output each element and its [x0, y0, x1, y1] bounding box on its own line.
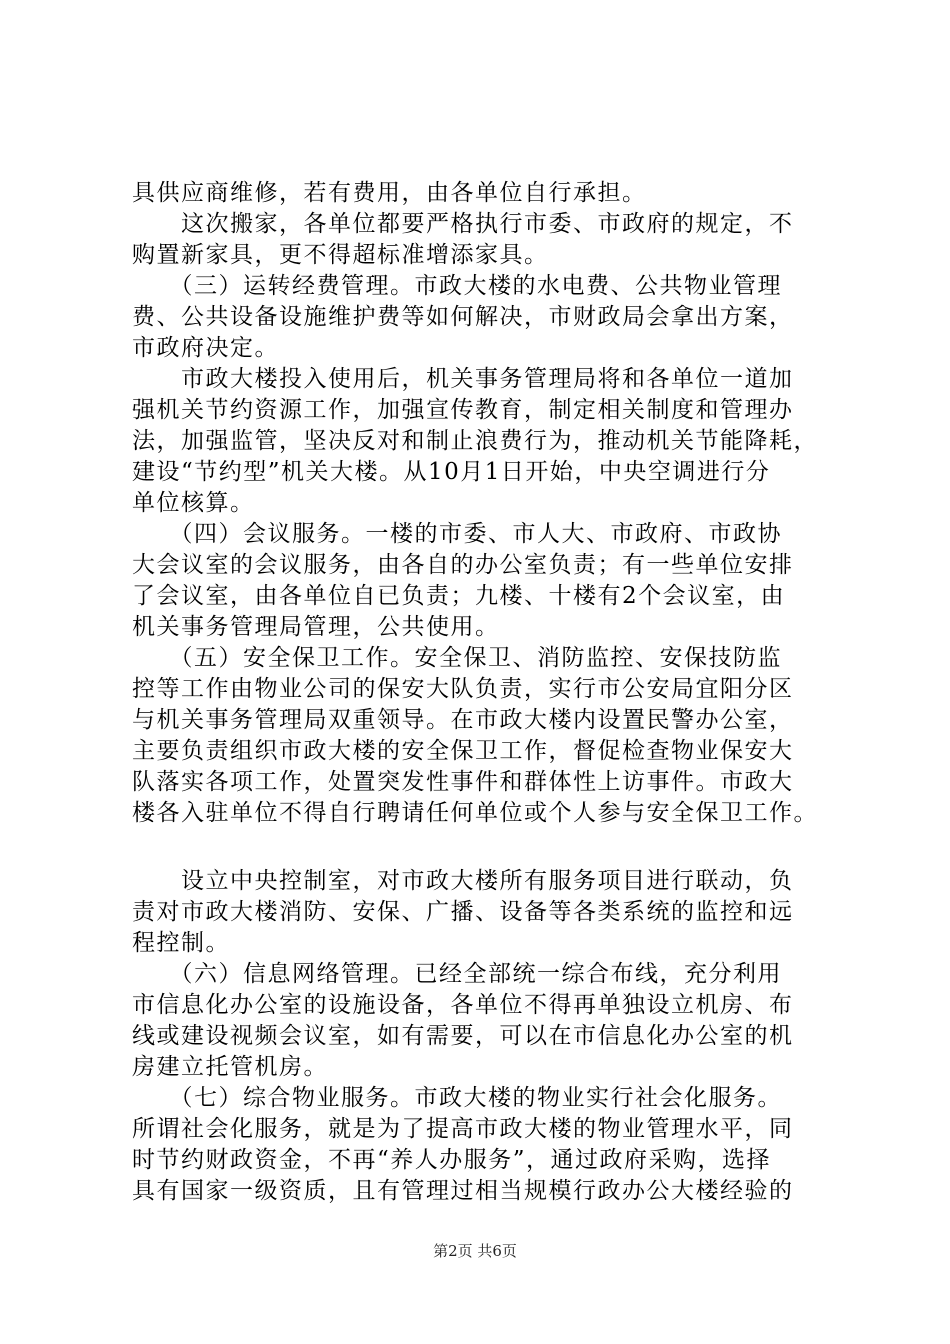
text-block-main: [132, 178, 832, 829]
text-line: 与机关事务管理局双重领导。在市政大楼内设置民警办公室，: [132, 707, 794, 733]
page-footer: 第2页 共6页: [433, 1242, 517, 1260]
text-line: 强机关节约资源工作，加强宣传教育，制定相关制度和管理办: [132, 397, 794, 423]
text-line: 单位核算。: [132, 490, 255, 516]
text-line: 购置新家具，更不得超标准增添家具。: [132, 242, 549, 268]
text-line: 市政府决定。: [132, 335, 279, 361]
text-line: 控等工作由物业公司的保安大队负责，实行市公安局宜阳分区: [132, 676, 794, 702]
text-line: 大会议室的会议服务，由各自的办公室负责；有一些单位安排: [132, 552, 794, 578]
text-line: （五）安全保卫工作。安全保卫、消防监控、安保技防监: [132, 645, 782, 671]
text-line: （六）信息网络管理。已经全部统一综合布线，充分利用: [132, 961, 782, 987]
paragraph-gap: [132, 829, 832, 866]
text-line: 时节约财政资金，不再“养人办服务”，通过政府采购，选择: [132, 1147, 772, 1173]
text-line: 具有国家一级资质，且有管理过相当规模行政办公大楼经验的: [132, 1178, 794, 1204]
text-line: 设立中央控制室，对市政大楼所有服务项目进行联动，负: [132, 868, 794, 894]
document-body: [132, 178, 832, 1207]
text-line: 了会议室，由各单位自已负责；九楼、十楼有2个会议室，由: [132, 583, 786, 609]
text-line: 楼各入驻单位不得自行聘请任何单位或个人参与安全保卫工作。: [132, 800, 818, 826]
text-line: 建设“节约型”机关大楼。从10月1日开始，中央空调进行分: [132, 459, 771, 485]
text-line: 机关事务管理局管理，公共使用。: [132, 614, 500, 640]
text-line: 线或建设视频会议室，如有需要，可以在市信息化办公室的机: [132, 1023, 794, 1049]
text-line: 队落实各项工作，处置突发性事件和群体性上访事件。市政大: [132, 769, 794, 795]
text-line: 费、公共设备设施维护费等如何解决，市财政局会拿出方案，: [132, 304, 794, 330]
text-line: 市政大楼投入使用后，机关事务管理局将和各单位一道加: [132, 366, 794, 392]
text-line: 所谓社会化服务，就是为了提高市政大楼的物业管理水平，同: [132, 1116, 794, 1142]
text-line: 具供应商维修，若有费用，由各单位自行承担。: [132, 180, 647, 206]
text-line: （四）会议服务。一楼的市委、市人大、市政府、市政协: [132, 521, 782, 547]
text-line: 这次搬家，各单位都要严格执行市委、市政府的规定，不: [132, 211, 794, 237]
text-line: 市信息化办公室的设施设备，各单位不得再单独设立机房、布: [132, 992, 794, 1018]
text-block-after-gap: [132, 866, 832, 1207]
text-line: 责对市政大楼消防、安保、广播、设备等各类系统的监控和远: [132, 899, 794, 925]
text-line: 房建立托管机房。: [132, 1054, 328, 1080]
text-line: 法，加强监管，坚决反对和制止浪费行为，推动机关节能降耗，: [132, 428, 818, 454]
text-line: 程控制。: [132, 930, 230, 956]
text-line: （三）运转经费管理。市政大楼的水电费、公共物业管理: [132, 273, 782, 299]
text-line: （七）综合物业服务。市政大楼的物业实行社会化服务。: [132, 1085, 782, 1111]
text-line: 主要负责组织市政大楼的安全保卫工作，督促检查物业保安大: [132, 738, 794, 764]
